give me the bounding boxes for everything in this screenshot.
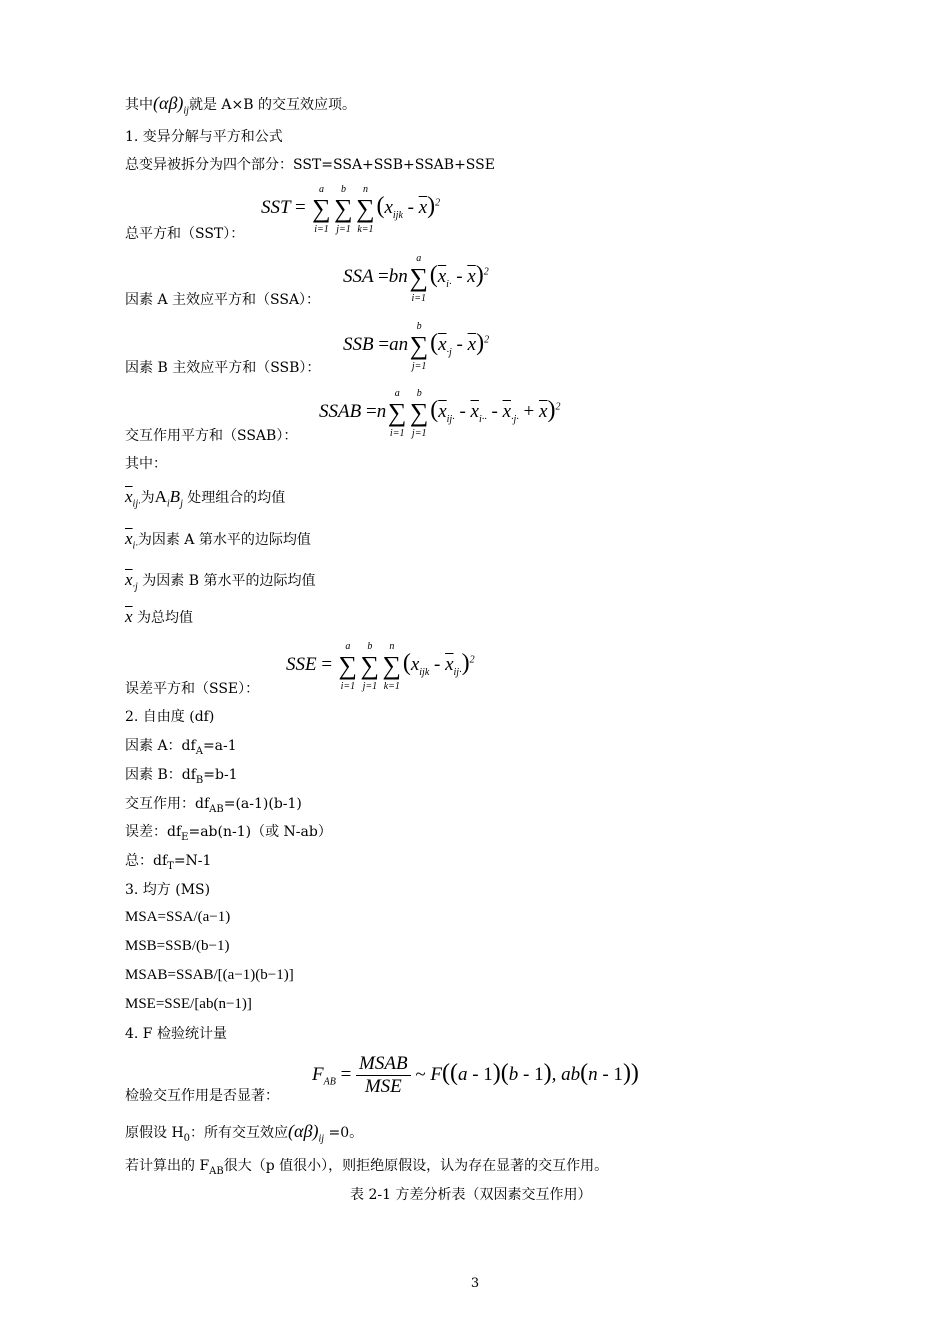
decomposition-text: 总变异被拆分为四个部分：SST=SSA+SSB+SSAB+SSE [125, 157, 495, 173]
ms-formula: MSAB=SSAB/[(a−1)(b−1)] [125, 967, 294, 983]
sse-formula: SSE = ∑ a i=1 ∑ b j=1 ∑ n k=1 $(x_{ijk} - \overline{x}_{ij\cdot})^2$ [286, 640, 475, 692]
def-x: $\overline{x}$ 为总均值 [125, 607, 193, 626]
page-number: 3 [470, 1276, 480, 1291]
ssb-formula: SSB =an∑ b j=1 $(\overline{x}_{\cdot j} - \overline{x})^2$ [343, 320, 490, 372]
alpha-beta-symbol: $(\alpha\beta)_{ij}$ [153, 93, 189, 117]
ssa-formula: SSA =bn∑ a i=1 $(\overline{x}_{i\cdot} - \overline{x})^2$ [343, 252, 489, 304]
f-label: 检验交互作用是否显著： [125, 1088, 279, 1104]
intro-line: 其中$(\alpha\beta)_{ij}$就是 A×B 的交互效应项。 [125, 93, 356, 117]
section-3-heading: 3. 均方 (MS) [125, 882, 211, 898]
sst-formula: SST = ∑ a i=1 ∑ b j=1 ∑ n k=1 $(x_{ijk} - \overline{x})^2$ [261, 183, 441, 235]
df-row: 交互作用：$df_{AB}=(a-1)(b-1)$ [125, 796, 302, 815]
f-formula: $F_{AB}$ = $\frac{\text{MSAB}}{\text{MSE}}$ ~ F((a - 1)(b - 1), ab(n - 1)) [312, 1053, 639, 1097]
ssb-label: 因素 B 主效应平方和（SSB）： [125, 360, 321, 376]
where-label: 其中： [125, 456, 167, 472]
ssab-label: 交互作用平方和（SSAB）： [125, 428, 298, 444]
section-2-heading: 2. 自由度 (df) [125, 709, 215, 725]
sse-label: 误差平方和（SSE）： [125, 681, 260, 697]
df-row: 总：$df_T=N-1$ [125, 853, 212, 872]
df-row: 因素 A：$df_A=a-1$ [125, 738, 237, 757]
def-xi: $\overline{x}_{i\cdot}$为因素 A 第水平的边际均值 [125, 529, 311, 552]
sst-label: 总平方和（SST）： [125, 226, 245, 242]
def-xj: $\overline{x}_{\cdot j}$ 为因素 B 第水平的边际均值 [125, 570, 316, 593]
section-1-heading: 1. 变异分解与平方和公式 [125, 129, 283, 145]
ssa-label: 因素 A 主效应平方和（SSA）： [125, 292, 321, 308]
section-4-heading: 4. F 检验统计量 [125, 1026, 227, 1042]
ms-formula: MSE=SSE/[ab(n−1)] [125, 996, 252, 1012]
ssab-formula: SSAB =n∑ a i=1 ∑ b j=1 $(\overline{x}_{ij\cdot} - \overline{x}_{i\cdot\cdot} - \overline{x}_{\cdot j\cdot} + \overline{x})^2$ [319, 387, 561, 439]
def-xij: $\overline{x}_{ij\cdot}$为$A_iB_j$ 处理组合的均值 [125, 487, 286, 510]
table-caption: 表 2-1 方差分析表（双因素交互作用） [350, 1187, 592, 1203]
null-hypothesis: 原假设 $H_0$：所有交互效应$(\alpha\beta)_{ij} =0$。 [125, 1121, 364, 1145]
df-row: 误差：$df_E=ab(n-1)$（或 N-ab） [125, 824, 332, 843]
df-row: 因素 B：$df_B=b-1$ [125, 767, 238, 786]
conclusion-text: 若计算出的 $F_{AB}$很大（p 值很小），则拒绝原假设，认为存在显著的交互作用。 [125, 1158, 609, 1177]
ms-formula: MSB=SSB/(b−1) [125, 938, 230, 954]
ms-formula: MSA=SSA/(a−1) [125, 909, 231, 925]
